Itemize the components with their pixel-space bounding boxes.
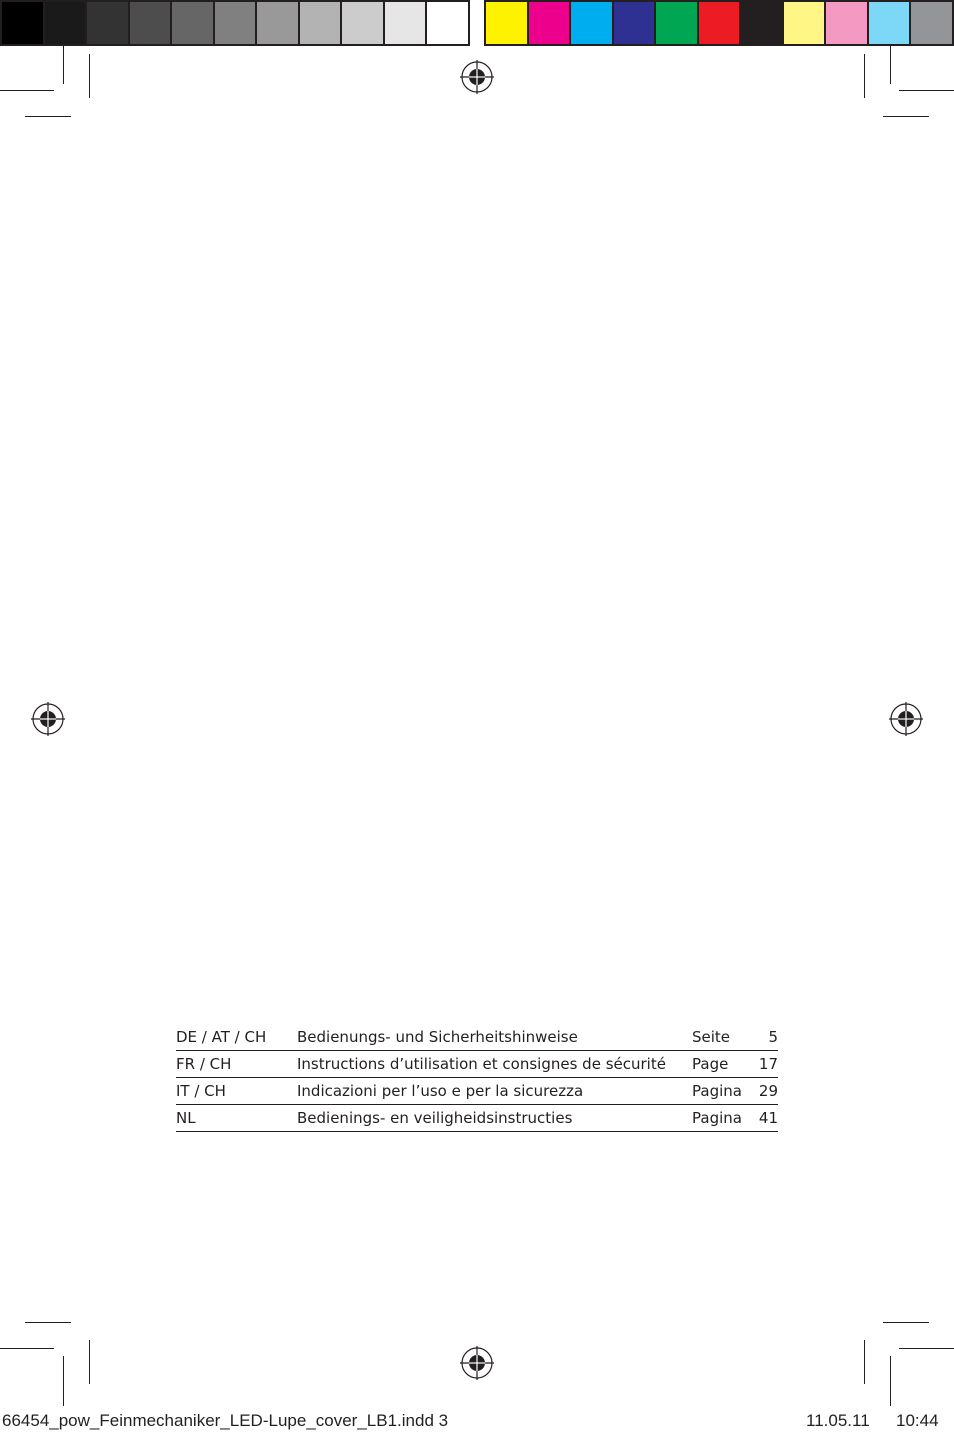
gray-swatch — [2, 2, 45, 44]
process-color-swatch — [869, 2, 912, 44]
toc-row — [176, 1078, 778, 1105]
gray-swatch — [172, 2, 215, 44]
crop-mark — [883, 1322, 929, 1323]
toc-page-label: Page — [692, 1051, 756, 1078]
toc-title: Indicazioni per l’uso e per la sicurezza — [297, 1078, 692, 1105]
gray-swatch — [257, 2, 300, 44]
toc-page-label: Seite — [692, 1024, 756, 1051]
crop-mark — [25, 116, 71, 117]
toc-language: IT / CH — [176, 1078, 297, 1105]
registration-mark-icon — [460, 1346, 494, 1380]
process-color-swatch — [741, 2, 784, 44]
process-color-swatch — [486, 2, 529, 44]
toc-row — [176, 1024, 778, 1051]
process-color-swatch — [699, 2, 742, 44]
crop-mark — [890, 46, 891, 84]
gray-swatch — [342, 2, 385, 44]
process-color-swatch — [656, 2, 699, 44]
gray-swatch — [130, 2, 173, 44]
registration-mark-icon — [889, 702, 923, 736]
crop-mark — [63, 46, 64, 84]
process-color-swatch — [529, 2, 572, 44]
gray-swatch — [87, 2, 130, 44]
gray-swatch — [45, 2, 88, 44]
table-of-contents — [176, 1024, 778, 1132]
grayscale-color-bar — [0, 0, 470, 46]
toc-page-number: 29 — [756, 1078, 778, 1105]
toc-title: Instructions d’utilisation et consignes de sécurité — [297, 1051, 692, 1078]
slug-date: 11.05.11 — [806, 1411, 870, 1430]
toc-title: Bedienings- en veiligheidsinstructies — [297, 1105, 692, 1132]
registration-mark-icon — [460, 60, 494, 94]
toc-page-number: 5 — [756, 1024, 778, 1051]
slug-time: 10:44 — [896, 1411, 939, 1430]
process-color-bar — [484, 0, 954, 46]
crop-mark — [63, 1356, 64, 1406]
registration-mark-icon — [31, 702, 65, 736]
process-color-swatch — [911, 2, 952, 44]
toc-row — [176, 1051, 778, 1078]
gray-swatch — [427, 2, 468, 44]
crop-mark — [864, 54, 865, 98]
process-color-swatch — [614, 2, 657, 44]
process-color-swatch — [571, 2, 614, 44]
gray-swatch — [385, 2, 428, 44]
toc-page-label: Pagina — [692, 1105, 756, 1132]
crop-mark — [883, 116, 929, 117]
toc-page-number: 41 — [756, 1105, 778, 1132]
crop-mark — [899, 90, 954, 91]
crop-mark — [0, 90, 54, 91]
crop-mark — [0, 1348, 54, 1349]
toc-title: Bedienungs- und Sicherheitshinweise — [297, 1024, 692, 1051]
toc-page-label: Pagina — [692, 1078, 756, 1105]
crop-mark — [89, 54, 90, 98]
toc-language: DE / AT / CH — [176, 1024, 297, 1051]
slug-filename: 66454_pow_Feinmechaniker_LED-Lupe_cover_LB1.indd 3 — [2, 1411, 449, 1430]
toc-language: FR / CH — [176, 1051, 297, 1078]
toc-language: NL — [176, 1105, 297, 1132]
process-color-swatch — [784, 2, 827, 44]
gray-swatch — [300, 2, 343, 44]
process-color-swatch — [826, 2, 869, 44]
crop-mark — [25, 1322, 71, 1323]
gray-swatch — [215, 2, 258, 44]
crop-mark — [890, 1356, 891, 1406]
toc-row — [176, 1105, 778, 1132]
crop-mark — [89, 1340, 90, 1384]
crop-mark — [899, 1348, 954, 1349]
crop-mark — [864, 1340, 865, 1384]
toc-page-number: 17 — [756, 1051, 778, 1078]
